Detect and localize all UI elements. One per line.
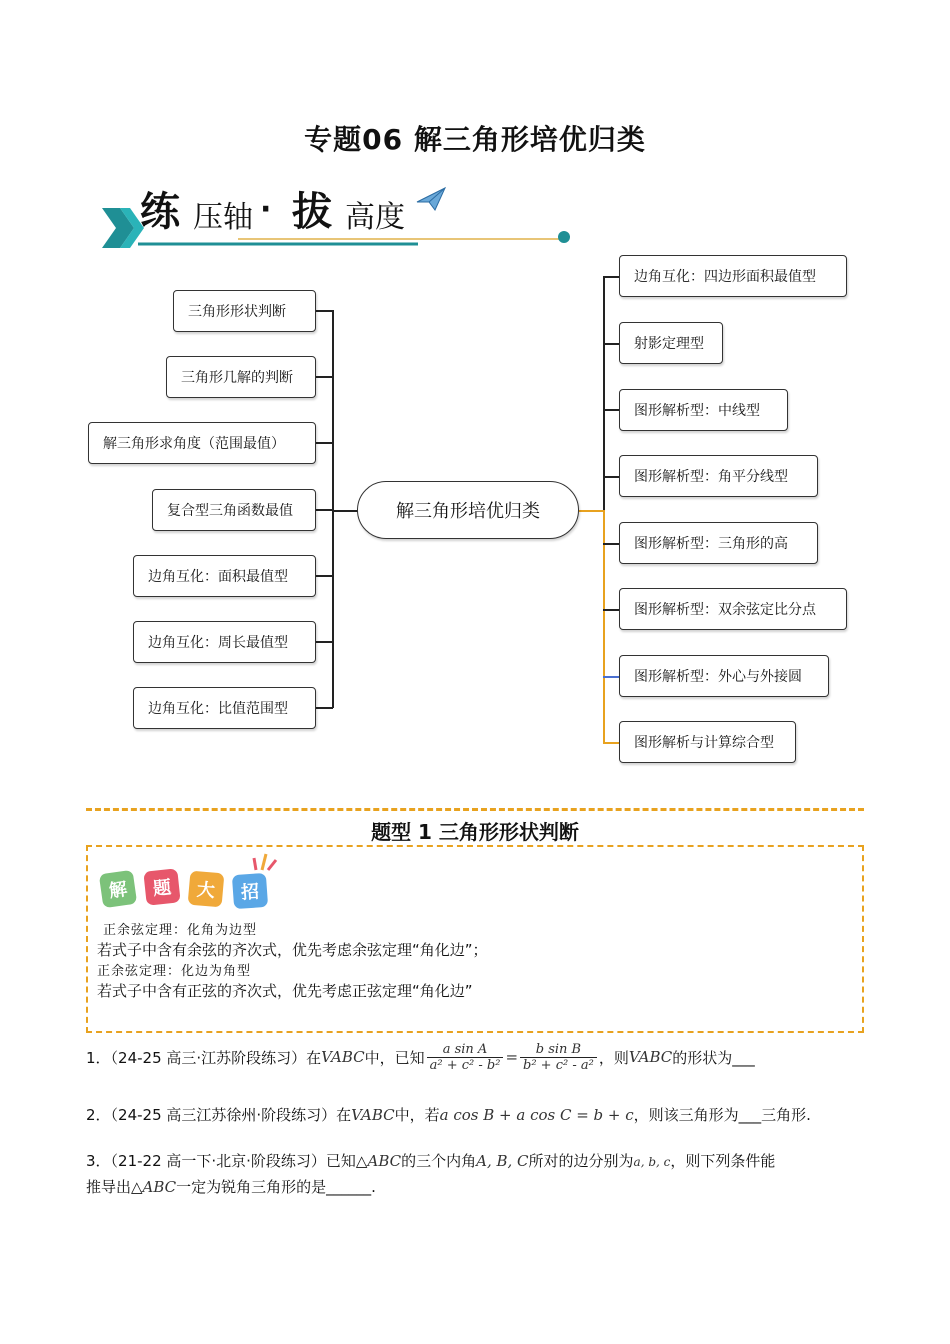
connector [603, 609, 620, 611]
mindmap-node-left: 边角互化：面积最值型 [133, 555, 316, 597]
q1-mid: 中，已知 [364, 1048, 425, 1067]
mindmap-node-left: 复合型三角函数最值 [152, 489, 316, 531]
mindmap-node-left: 三角形形状判断 [173, 290, 316, 332]
q1-post: ，则 [598, 1048, 629, 1067]
q1-num-2: b sin B [520, 1042, 597, 1058]
q2-prefix: 2．（24-25 高三江苏徐州·阶段练习）在 [86, 1106, 352, 1124]
mindmap-node-left: 三角形几解的判断 [166, 356, 316, 398]
banner-word-axis: 压轴 [193, 200, 253, 235]
mindmap-node-right: 图形解析与计算综合型 [619, 721, 796, 763]
badge-da: 大 [188, 871, 225, 908]
connector [316, 509, 333, 511]
connector [316, 707, 333, 709]
q3-line2-end: 一定为锐角三角形的是______. [176, 1178, 376, 1196]
connector [316, 575, 333, 577]
connector [316, 641, 333, 643]
q1-end: 的形状为___ [672, 1048, 755, 1067]
q3-triangle: ABC [367, 1152, 402, 1170]
q2-expression: a cos B + a cos C = b + c [439, 1106, 634, 1124]
connector [316, 442, 333, 444]
section-divider [86, 808, 864, 811]
question-3-line-2 [86, 1176, 376, 1197]
question-1 [86, 1036, 755, 1078]
q3-angles: A, B, C [476, 1152, 529, 1170]
banner-char-practice: 练 [140, 188, 180, 235]
mindmap-node-left: 边角互化：周长最值型 [133, 621, 316, 663]
tip-heading-1: 正余弦定理：化角为边型 [103, 923, 258, 938]
document-title: 专题06 解三角形培优归类 [304, 123, 646, 156]
connector [332, 510, 358, 512]
q1-num-1: a sin A [427, 1042, 504, 1058]
mindmap-node-right: 图形解析型：双余弦定比分点 [619, 588, 847, 630]
connector [603, 276, 620, 278]
q1-triangle: VABC [321, 1048, 365, 1066]
q3-line2-prefix: 推导出△ [86, 1178, 143, 1196]
connector [579, 510, 604, 512]
banner-char-pull: 拔 [292, 188, 332, 235]
sparkle-icon [252, 852, 278, 872]
right-trunk-line-accent [603, 510, 605, 742]
q1-fraction-1 [427, 1042, 504, 1073]
connector [316, 310, 333, 312]
paper-plane-icon [415, 186, 447, 212]
connector [603, 409, 620, 411]
q2-end: ，则该三角形为___三角形. [633, 1106, 811, 1124]
q2-mid: 中，若 [394, 1106, 440, 1124]
q3-prefix: 3．（21-22 高一下·北京·阶段练习）已知△ [86, 1152, 368, 1170]
tip-heading-2: 正余弦定理：化边为角型 [97, 964, 252, 979]
q1-triangle-2: VABC [628, 1048, 673, 1066]
q3-mid2: 所对的边分别为 [528, 1152, 634, 1170]
mindmap-node-left: 边角互化：比值范围型 [133, 687, 316, 729]
connector [603, 543, 620, 545]
mindmap-node-right: 图形解析型：角平分线型 [619, 455, 818, 497]
question-2 [86, 1104, 811, 1125]
badge-ti: 题 [143, 868, 180, 905]
q2-triangle: VABC [351, 1106, 395, 1124]
q3-triangle-2: ABC [142, 1178, 177, 1196]
mindmap-center-node: 解三角形培优归类 [357, 481, 579, 539]
q3-end: ，则下列条件能 [670, 1152, 776, 1170]
q1-prefix: 1．（24-25 高三·江苏阶段练习）在 [86, 1048, 322, 1067]
mindmap-node-right: 边角互化：四边形面积最值型 [619, 255, 847, 297]
q1-den-2: b² + c² - a² [523, 1057, 594, 1073]
q3-sides: a, b, c [633, 1155, 671, 1169]
badge-jie: 解 [99, 870, 137, 908]
q1-den-1: a² + c² - b² [429, 1057, 501, 1073]
tip-text-1: 若式子中含有余弦的齐次式，优先考虑余弦定理“角化边”； [97, 941, 488, 959]
q3-mid: 的三个内角 [401, 1152, 477, 1170]
section-title: 题型 1 三角形形状判断 [371, 820, 579, 844]
banner-word-height: 高度 [345, 200, 405, 235]
mindmap-node-right: 射影定理型 [619, 322, 723, 364]
connector [316, 376, 333, 378]
mindmap-node-right: 图形解析型：中线型 [619, 389, 788, 431]
tip-text-2: 若式子中含有正弦的齐次式，优先考虑正弦定理“角化边” [97, 982, 473, 1000]
connector [603, 476, 620, 478]
mindmap-node-right: 图形解析型：三角形的高 [619, 522, 818, 564]
mindmap-node-left: 解三角形求角度（范围最值） [88, 422, 316, 464]
q1-equals: = [505, 1048, 519, 1066]
q1-fraction-2 [520, 1042, 597, 1073]
connector [603, 343, 620, 345]
connector [603, 676, 620, 678]
question-3 [86, 1150, 775, 1171]
banner-dot: · [260, 192, 272, 227]
mindmap-node-right: 图形解析型：外心与外接圆 [619, 655, 829, 697]
badge-zhao: 招 [232, 873, 268, 909]
connector [603, 742, 620, 744]
